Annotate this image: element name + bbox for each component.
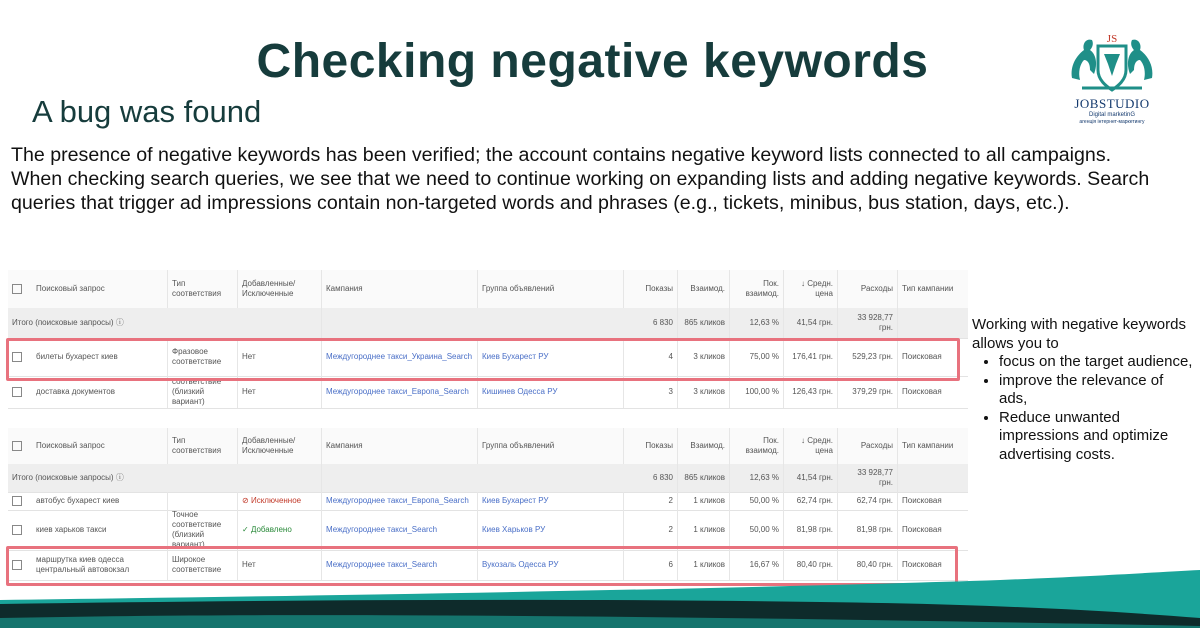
- campaign-link[interactable]: Междугороднее такси_Search: [322, 550, 478, 580]
- query-cell: доставка документов: [8, 376, 168, 408]
- query-cell: киев харьков такси: [8, 510, 168, 550]
- col-header-impressions[interactable]: Показы: [624, 428, 678, 464]
- total-interactions: 865 кликов: [678, 464, 730, 492]
- col-header-adgroup[interactable]: Группа объявлений: [478, 270, 624, 308]
- campaign-type-cell: Поисковая: [902, 352, 942, 361]
- total-avg-cost: 41,54 грн.: [784, 308, 838, 338]
- match-cell: Фразовое соответствие: [168, 338, 238, 376]
- col-header-match[interactable]: Тип соответствия: [168, 428, 238, 464]
- interactions-cell: 3 кликов: [678, 338, 730, 376]
- footer-wave-decoration: [0, 560, 1200, 628]
- col-header-campaign[interactable]: Кампания: [322, 428, 478, 464]
- total-impressions: 6 830: [624, 308, 678, 338]
- match-cell: Широкое соответствие: [168, 550, 238, 580]
- table-row[interactable]: [8, 510, 968, 551]
- status-cell: Нет: [238, 550, 322, 580]
- row-checkbox[interactable]: [12, 496, 22, 506]
- help-icon[interactable]: ⓘ: [115, 473, 124, 482]
- total-label: Итого (поисковые запросы) ⓘ: [8, 308, 322, 338]
- highlight-box: [6, 338, 960, 381]
- row-checkbox[interactable]: [12, 525, 22, 535]
- col-header-interactions[interactable]: Взаимод.: [678, 270, 730, 308]
- col-header-adgroup[interactable]: Группа объявлений: [478, 428, 624, 464]
- select-all-checkbox[interactable]: [12, 441, 22, 451]
- match-cell: [168, 492, 238, 510]
- campaign-type-cell: Поисковая: [902, 560, 942, 569]
- list-item: • Reduce unwanted impressions and optimize advertising costs.: [999, 409, 1194, 465]
- col-header-query[interactable]: Поисковый запрос: [8, 270, 168, 308]
- col-header-match[interactable]: Тип соответствия: [168, 270, 238, 308]
- slide-title: Checking negative keywords: [256, 35, 929, 88]
- col-header-query[interactable]: Поисковый запрос: [8, 428, 168, 464]
- query-cell: билеты бухарест киев: [8, 338, 168, 376]
- impressions-cell: 3: [624, 376, 678, 408]
- cost-cell: 379,29 грн.: [838, 376, 898, 408]
- adgroup-link[interactable]: Вукозаль Одесса РУ: [478, 550, 624, 580]
- paragraph-verified: The presence of negative keywords has been verified; the account contains negative keyword lists connected to all campaigns.: [11, 144, 1112, 166]
- table-total-row: [8, 464, 968, 493]
- col-header-impressions[interactable]: Показы: [624, 270, 678, 308]
- avg-cost-cell: 81,98 грн.: [784, 510, 838, 550]
- table-total-row: [8, 308, 968, 339]
- adgroup-link[interactable]: Киев Харьков РУ: [478, 510, 624, 550]
- row-checkbox[interactable]: [12, 387, 22, 397]
- col-header-status[interactable]: Добавленные/ Исключенные: [238, 270, 322, 308]
- list-item: • improve the relevance of ads,: [999, 372, 1194, 409]
- cost-cell: 62,74 грн.: [838, 492, 898, 510]
- match-cell: Точное соответствие (близкий вариант): [168, 510, 238, 550]
- campaign-link[interactable]: Междугороднее такси_Европа_Search: [322, 376, 478, 408]
- col-header-cost[interactable]: Расходы: [838, 428, 898, 464]
- total-impressions: 6 830: [624, 464, 678, 492]
- table-row[interactable]: [8, 492, 968, 511]
- impressions-cell: 4: [624, 338, 678, 376]
- adgroup-link[interactable]: Кишинев Одесса РУ: [478, 376, 624, 408]
- jobstudio-logo: [1062, 30, 1162, 130]
- interactions-cell: 3 кликов: [678, 376, 730, 408]
- rate-cell: 50,00 %: [730, 510, 784, 550]
- table-header-row: [8, 428, 968, 465]
- col-header-cost[interactable]: Расходы: [838, 270, 898, 308]
- logo-tagline-secondary: агенція інтернет-маркетингу: [1079, 119, 1145, 125]
- circle-slash-icon: ⊘: [242, 496, 251, 505]
- col-header-rate[interactable]: Пок. взаимод.: [730, 428, 784, 464]
- rate-cell: 16,67 %: [730, 550, 784, 580]
- avg-cost-cell: 80,40 грн.: [784, 550, 838, 580]
- slide-subtitle: A bug was found: [32, 94, 262, 129]
- paragraph-search-queries: When checking search queries, we see that we need to continue working on expanding lists and adding negative keywords. Search queries that trigger ad impressions contain non-targeted words and phrases (e.g., tickets, minibus, bus station, days, etc.).: [11, 168, 1150, 214]
- impressions-cell: 2: [624, 492, 678, 510]
- status-cell: ⊘ Исключенное: [238, 492, 322, 510]
- adgroup-link[interactable]: Киев Бухарест РУ: [478, 338, 624, 376]
- match-cell: соответствие (близкий вариант): [168, 376, 238, 408]
- check-icon: ✓: [242, 525, 251, 534]
- campaign-link[interactable]: Междугороднее такси_Search: [322, 510, 478, 550]
- total-label: Итого (поисковые запросы) ⓘ: [8, 464, 322, 492]
- interactions-cell: 1 кликов: [678, 492, 730, 510]
- interactions-cell: 1 кликов: [678, 550, 730, 580]
- campaign-type-cell: Поисковая: [902, 496, 942, 505]
- body-text: [11, 143, 1171, 215]
- total-cost: 33 928,77 грн.: [838, 308, 898, 338]
- cost-cell: 80,40 грн.: [838, 550, 898, 580]
- campaign-type-cell: Поисковая: [902, 525, 942, 534]
- list-item: • focus on the target audience,: [999, 353, 1194, 372]
- logo-emblem-icon: [1062, 30, 1162, 96]
- col-header-campaign-type[interactable]: Тип кампании: [902, 284, 954, 293]
- avg-cost-cell: 126,43 грн.: [784, 376, 838, 408]
- col-header-avg-cost[interactable]: ↓ Средн. цена: [784, 270, 838, 308]
- col-header-campaign-type[interactable]: Тип кампании: [902, 441, 954, 450]
- query-cell: маршрутка киев одесса центральный автовокзал: [8, 550, 168, 580]
- side-panel-intro: Working with negative keywords allows you to: [972, 316, 1186, 352]
- table-header-row: [8, 270, 968, 309]
- select-all-checkbox[interactable]: [12, 284, 22, 294]
- side-panel: [972, 316, 1194, 464]
- cost-cell: 81,98 грн.: [838, 510, 898, 550]
- col-header-rate[interactable]: Пок. взаимод.: [730, 270, 784, 308]
- col-header-avg-cost[interactable]: ↓ Средн. цена: [784, 428, 838, 464]
- avg-cost-cell: 176,41 грн.: [784, 338, 838, 376]
- adgroup-link[interactable]: Киев Бухарест РУ: [478, 492, 624, 510]
- campaign-link[interactable]: Междугороднее такси_Европа_Search: [322, 492, 478, 510]
- impressions-cell: 6: [624, 550, 678, 580]
- campaign-type-cell: Поисковая: [902, 387, 942, 396]
- search-terms-table-1: [8, 270, 968, 408]
- total-avg-cost: 41,54 грн.: [784, 464, 838, 492]
- col-header-interactions[interactable]: Взаимод.: [678, 428, 730, 464]
- total-cost: 33 928,77 грн.: [838, 464, 898, 492]
- help-icon[interactable]: ⓘ: [115, 318, 124, 327]
- col-header-campaign[interactable]: Кампания: [322, 270, 478, 308]
- rate-cell: 50,00 %: [730, 492, 784, 510]
- status-cell: Нет: [238, 338, 322, 376]
- total-interactions: 865 кликов: [678, 308, 730, 338]
- svg-text:JS: JS: [1106, 33, 1118, 45]
- cost-cell: 529,23 грн.: [838, 338, 898, 376]
- avg-cost-cell: 62,74 грн.: [784, 492, 838, 510]
- benefits-list: [972, 353, 1194, 464]
- col-header-status[interactable]: Добавленные/ Исключенные: [238, 428, 322, 464]
- total-rate: 12,63 %: [730, 308, 784, 338]
- status-cell: Нет: [238, 376, 322, 408]
- campaign-link[interactable]: Междугороднее такси_Украина_Search: [322, 338, 478, 376]
- rate-cell: 100,00 %: [730, 376, 784, 408]
- interactions-cell: 1 кликов: [678, 510, 730, 550]
- total-rate: 12,63 %: [730, 464, 784, 492]
- impressions-cell: 2: [624, 510, 678, 550]
- logo-brand-text: JOBSTUDIO: [1074, 96, 1150, 111]
- query-cell: автобус бухарест киев: [8, 492, 168, 510]
- status-cell: ✓ Добавлено: [238, 510, 322, 550]
- rate-cell: 75,00 %: [730, 338, 784, 376]
- logo-tagline: Digital marketinG: [1088, 112, 1135, 118]
